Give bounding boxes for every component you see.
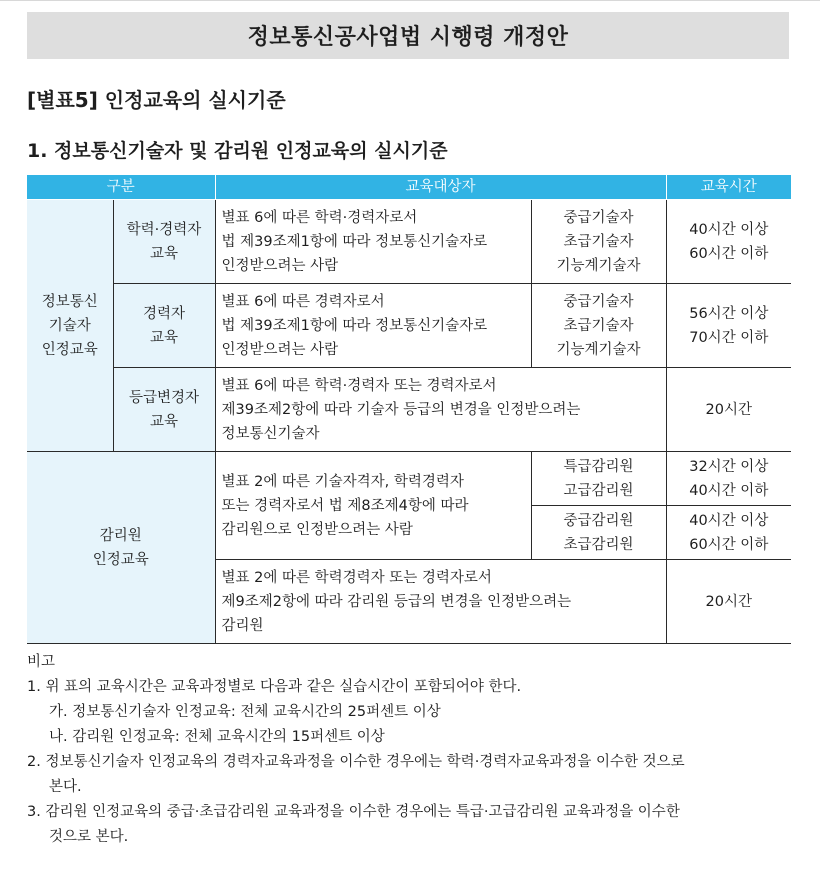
target-description: 별표 2에 따른 학력경력자 또는 경력자로서 제9조제2항에 따라 감리원 등급의 변경을 인정받으려는 감리원 (215, 560, 666, 644)
grade-list: 중급기술자 초급기술자 기능계기술자 (531, 200, 666, 284)
hours-cell: 20시간 (666, 560, 791, 644)
group-label-technician: 정보통신 기술자 인정교육 (27, 200, 113, 452)
header-category: 구분 (27, 175, 215, 200)
note-2-cont: 본다. (49, 779, 82, 795)
hours-cell: 20시간 (666, 368, 791, 452)
target-description: 별표 6에 따른 경력자로서 법 제39조제1항에 따라 정보통신기술자로 인정받으려는 사람 (215, 284, 531, 368)
header-hours: 교육시간 (666, 175, 791, 200)
annex-title: [별표5] 인정교육의 실시기준 (27, 88, 286, 112)
note-1b: 나. 감리원 인정교육: 전체 교육시간의 15퍼센트 이상 (49, 729, 385, 745)
note-3: 3. 감리원 인정교육의 중급·초급감리원 교육과정을 이수한 경우에는 특급·고급감리원 교육과정을 이수한 (27, 804, 680, 820)
hours-cell: 40시간 이상 60시간 이하 (666, 506, 791, 560)
hours-cell: 40시간 이상 60시간 이하 (666, 200, 791, 284)
group-label-supervisor: 감리원 인정교육 (27, 452, 215, 644)
subcategory-cell: 학력·경력자 교육 (113, 200, 215, 284)
section-title: 1. 정보통신기술자 및 감리원 인정교육의 실시기준 (27, 140, 448, 162)
hours-cell: 32시간 이상 40시간 이하 (666, 452, 791, 506)
top-divider (0, 0, 820, 1)
subcategory-cell: 경력자 교육 (113, 284, 215, 368)
table-row (27, 200, 791, 284)
hours-cell: 56시간 이상 70시간 이하 (666, 284, 791, 368)
education-standards-table (27, 174, 791, 644)
subcategory-cell: 등급변경자 교육 (113, 368, 215, 452)
table-row (27, 368, 791, 452)
note-1a: 가. 정보통신기술자 인정교육: 전체 교육시간의 25퍼센트 이상 (49, 704, 441, 720)
note-1: 1. 위 표의 교육시간은 교육과정별로 다음과 같은 실습시간이 포함되어야 한다. (27, 679, 522, 695)
note-3-cont: 것으로 본다. (49, 829, 129, 845)
note-2: 2. 정보통신기술자 인정교육의 경력자교육과정을 이수한 경우에는 학력·경력자교육과정을 이수한 것으로 (27, 754, 685, 770)
grade-list: 중급감리원 초급감리원 (531, 506, 666, 560)
notes-heading: 비고 (27, 654, 56, 670)
table-row (27, 452, 791, 506)
grade-list: 특급감리원 고급감리원 (531, 452, 666, 506)
target-description: 별표 6에 따른 학력·경력자로서 법 제39조제1항에 따라 정보통신기술자로 인정받으려는 사람 (215, 200, 531, 284)
table-header-row (27, 175, 791, 200)
banner-title: 정보통신공사업법 시행령 개정안 (247, 25, 569, 50)
grade-list: 중급기술자 초급기술자 기능계기술자 (531, 284, 666, 368)
notes-section (27, 650, 797, 850)
header-target: 교육대상자 (215, 175, 666, 200)
page-banner (27, 12, 789, 59)
target-description: 별표 6에 따른 학력·경력자 또는 경력자로서 제39조제2항에 따라 기술자 등급의 변경을 인정받으려는 정보통신기술자 (215, 368, 666, 452)
table-row (27, 284, 791, 368)
target-description: 별표 2에 따른 기술자격자, 학력경력자 또는 경력자로서 법 제8조제4항에 따라 감리원으로 인정받으려는 사람 (215, 452, 531, 560)
